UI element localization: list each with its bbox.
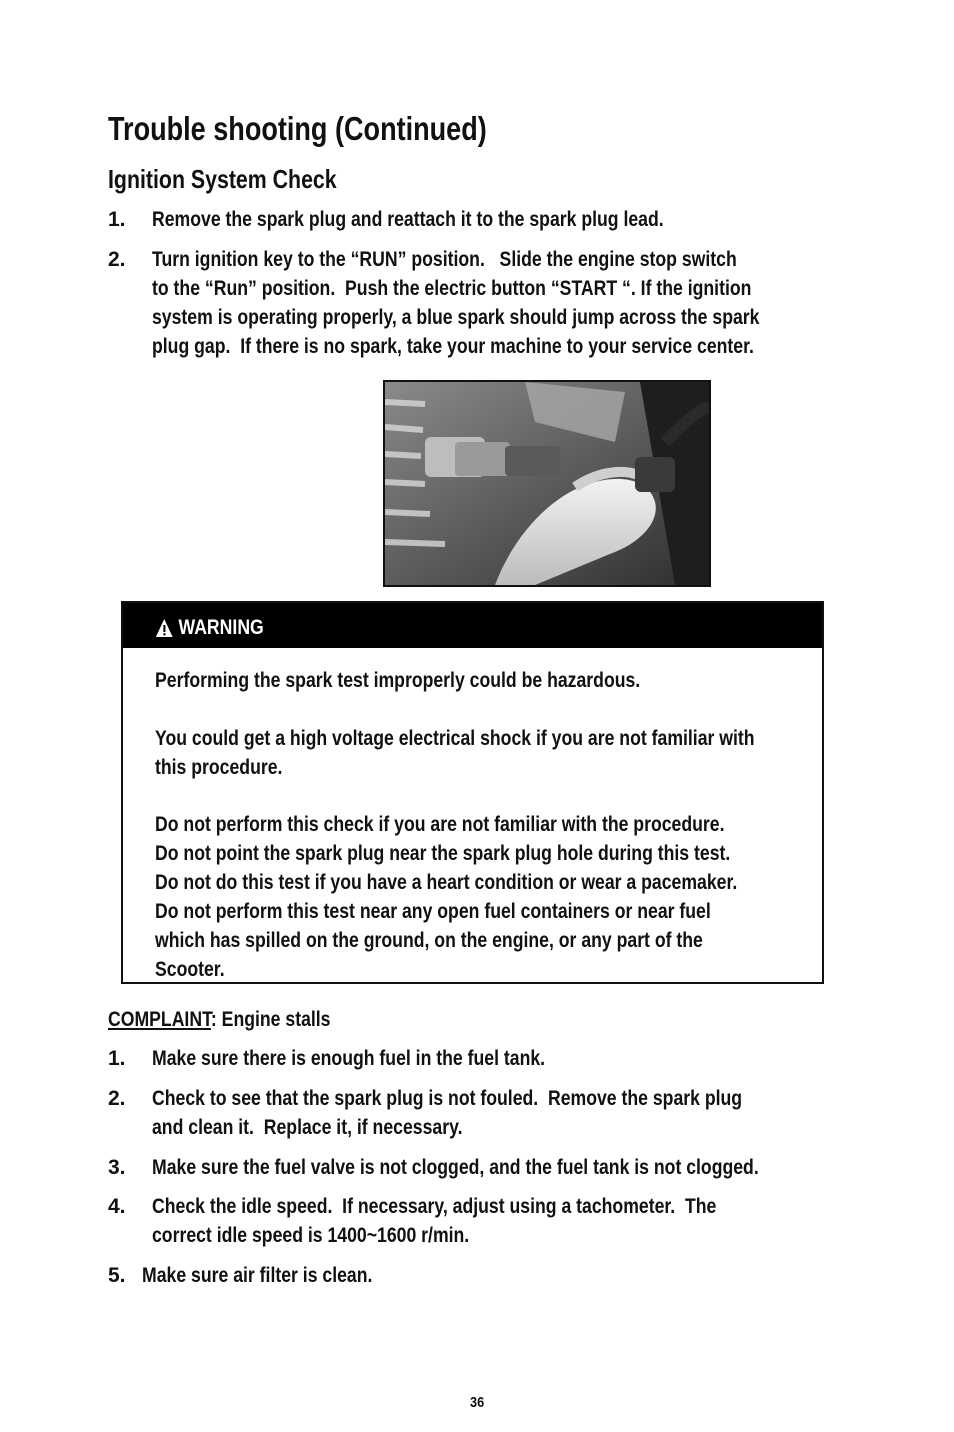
step-text: Make sure there is enough fuel in the fuel tank.	[152, 1047, 546, 1070]
warning-label: WARNING	[178, 616, 264, 639]
step-number: 4.	[108, 1195, 126, 1218]
spark-plug-photo	[383, 380, 711, 587]
step-text: Turn ignition key to the “RUN” position. Slide the engine stop switch to the “Run” position. Push the electric button “START “. If the ignition system is operating properly, a blue spark should jump across the spark plug gap. If there is no spark, take your machine to your service center.	[152, 248, 760, 358]
step-text: Check to see that the spark plug is not fouled. Remove the spark plug and clean it. Replace it, if necessary.	[152, 1087, 743, 1139]
step-number: 2.	[108, 1087, 126, 1110]
page-title: Trouble shooting (Continued)	[108, 110, 487, 147]
complaint-heading	[108, 1005, 330, 1034]
step-text: Remove the spark plug and reattach it to the spark plug lead.	[152, 208, 664, 231]
step-text: Make sure the fuel valve is not clogged, and the fuel tank is not clogged.	[152, 1156, 759, 1179]
step-number: 1.	[108, 1047, 126, 1070]
step-number: 5.	[108, 1264, 126, 1287]
complaint-value: : Engine stalls	[210, 1008, 331, 1031]
step-text: Check the idle speed. If necessary, adjust using a tachometer. The correct idle speed is 1400~1600 r/min.	[152, 1195, 717, 1247]
warning-box	[121, 601, 824, 984]
warning-paragraph: Do not perform this check if you are not familiar with the procedure. Do not point the spark plug near the spark plug hole during this test. Do not do this test if you have a heart condition or wear a pacemaker. Do not perform this test near any open fuel containers or near fuel which has spilled on the ground, on the engine, or any part of the Scooter.	[155, 813, 738, 981]
step-number: 3.	[108, 1156, 126, 1179]
step-number: 2.	[108, 248, 126, 271]
complaint-label: COMPLAINT	[108, 1008, 211, 1031]
warning-paragraph: You could get a high voltage electrical shock if you are not familiar with this procedure.	[155, 727, 755, 779]
spark-plug-photo-illustration	[385, 382, 709, 585]
step-text: Make sure air filter is clean.	[142, 1264, 373, 1287]
warning-paragraph: Performing the spark test improperly could be hazardous.	[155, 669, 641, 692]
page-number: 36	[470, 1394, 485, 1411]
section-title: Ignition System Check	[108, 164, 337, 194]
step-number: 1.	[108, 208, 126, 231]
warning-header	[123, 603, 822, 648]
warning-triangle-icon	[155, 618, 173, 638]
